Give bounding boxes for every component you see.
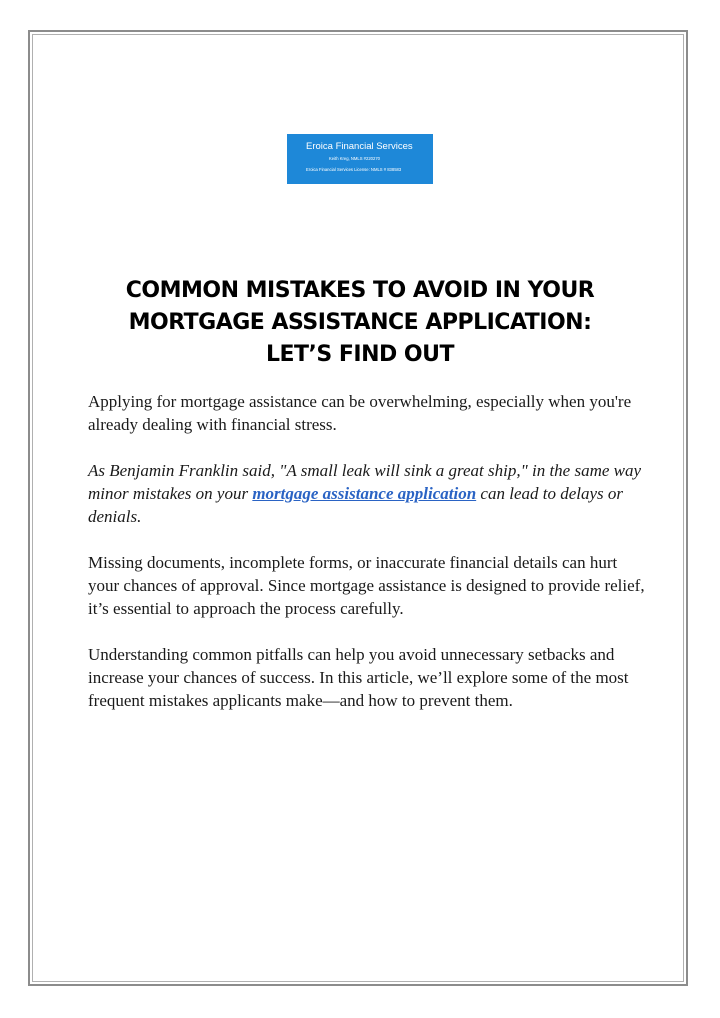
title-line-2: MORTGAGE ASSISTANCE APPLICATION: xyxy=(128,310,592,335)
company-logo xyxy=(287,134,433,184)
paragraph-quote xyxy=(88,459,648,528)
title-line-1: COMMON MISTAKES TO AVOID IN YOUR xyxy=(125,278,595,303)
paragraph-pitfalls: Understanding common pitfalls can help you avoid unnecessary setbacks and increase your chances of success. In this article, we’ll explore some of the most frequent mistakes applicants make—and how to prevent them. xyxy=(88,645,629,710)
article-body xyxy=(88,390,648,735)
page-title xyxy=(80,275,640,371)
quote-text-before: As Benjamin Franklin said, "A small leak will sink a great ship," in the same way minor mistakes on your xyxy=(88,461,642,503)
logo-company-name: Eroica Financial Services xyxy=(306,141,413,152)
paragraph-missing-documents: Missing documents, incomplete forms, or inaccurate financial details can hurt your chances of approval. Since mortgage assistance is designed to provide relief, it’s essential to approach the process carefully. xyxy=(88,553,645,618)
paragraph-intro: Applying for mortgage assistance can be overwhelming, especially when you're already dealing with financial stress. xyxy=(88,392,632,434)
logo-nmls-line: Keith Kreg, NMLS #220270 xyxy=(329,156,380,161)
title-line-3: LET’S FIND OUT xyxy=(265,342,455,367)
quote-text-after: can lead to delays or denials. xyxy=(88,484,624,526)
logo-license-line: Eroica Financial Services License: NMLS # 838583 xyxy=(306,167,402,172)
mortgage-assistance-application-link[interactable]: mortgage assistance application xyxy=(252,484,477,503)
